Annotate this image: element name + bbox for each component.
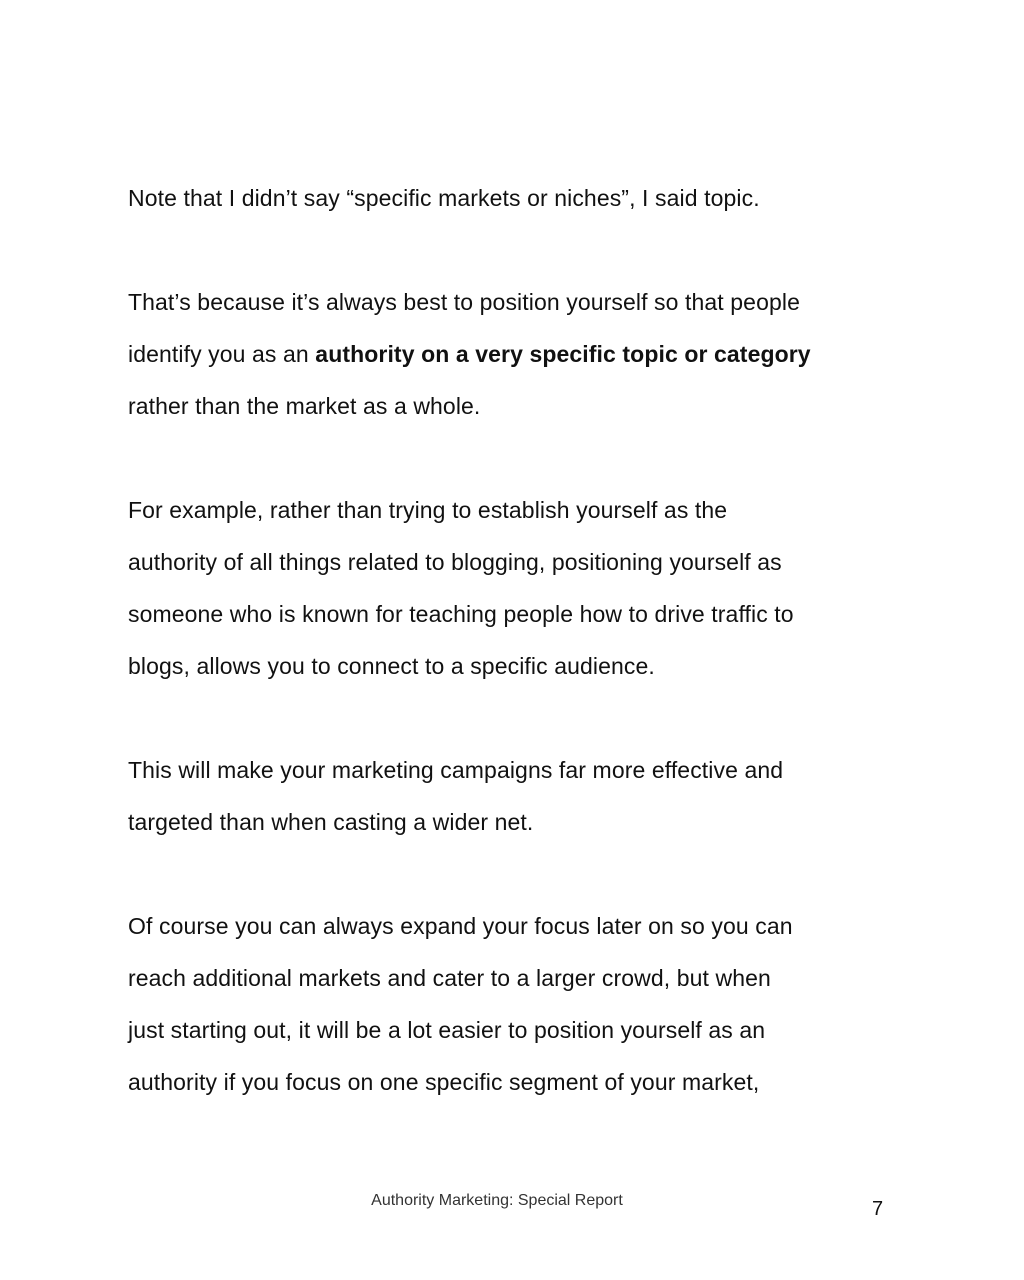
bold-emphasis: authority on a very specific topic or category bbox=[315, 341, 811, 367]
text-line: reach additional markets and cater to a larger crowd, but when bbox=[128, 965, 771, 991]
paragraph-1 bbox=[128, 172, 908, 224]
text-line: rather than the market as a whole. bbox=[128, 393, 481, 419]
text-run: identify you as an bbox=[128, 341, 316, 367]
text-line: authority of all things related to blogging, positioning yourself as bbox=[128, 549, 782, 575]
text-line-with-emphasis bbox=[128, 328, 908, 380]
text-line: Note that I didn’t say “specific markets or niches”, I said topic. bbox=[128, 185, 760, 211]
text-line: For example, rather than trying to establish yourself as the bbox=[128, 497, 728, 523]
text-line: Of course you can always expand your focus later on so you can bbox=[128, 913, 793, 939]
paragraph-3 bbox=[128, 484, 908, 692]
paragraph-5 bbox=[128, 900, 908, 1108]
footer-title: Authority Marketing: Special Report bbox=[371, 1192, 623, 1209]
text-line: someone who is known for teaching people how to drive traffic to bbox=[128, 601, 794, 627]
text-line: targeted than when casting a wider net. bbox=[128, 809, 534, 835]
text-line: blogs, allows you to connect to a specific audience. bbox=[128, 653, 655, 679]
paragraph-2 bbox=[128, 276, 908, 432]
text-line: authority if you focus on one specific segment of your market, bbox=[128, 1069, 760, 1095]
body-text bbox=[128, 172, 908, 1160]
text-line: This will make your marketing campaigns far more effective and bbox=[128, 757, 784, 783]
text-line: That’s because it’s always best to position yourself so that people bbox=[128, 289, 800, 315]
page-number: 7 bbox=[872, 1198, 884, 1220]
paragraph-4 bbox=[128, 744, 908, 848]
text-line: just starting out, it will be a lot easier to position yourself as an bbox=[128, 1017, 766, 1043]
